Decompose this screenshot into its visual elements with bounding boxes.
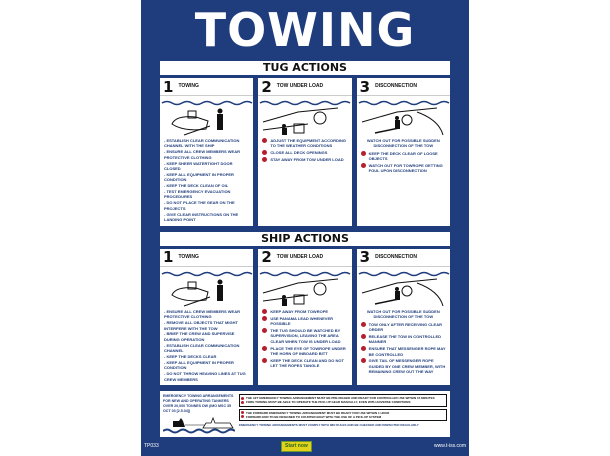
tug-panel-3 <box>357 78 450 226</box>
illustration-icon <box>160 267 253 307</box>
instruction-item: - KEEP THE DECK CLEAN OF OIL <box>164 183 229 189</box>
instruction-item: STAY AWAY FROM TOW UNDER LOAD <box>270 157 344 163</box>
bullet-icon <box>241 411 244 414</box>
instruction-item: - REMOVE ALL OBJECTS THAT MIGHT INTERFERE WITH THE TOW <box>164 320 238 331</box>
step-instructions <box>160 307 253 386</box>
instruction-item: - TEST EMERGENCY EVACUATION PROCEDURES <box>164 189 231 200</box>
instruction-item: WATCH OUT FOR TOWROPE GETTING FOUL UPON DISCONNECTION <box>368 163 443 174</box>
website: www.t-iss.com <box>434 442 466 449</box>
emergency-notes <box>239 394 447 426</box>
step-label: TOW UNDER LOAD <box>276 83 324 90</box>
step-label: DISCONNECTION <box>375 83 418 90</box>
step-instructions <box>357 136 450 178</box>
panel-header <box>258 78 351 96</box>
bullet-icon <box>361 322 366 327</box>
product-code: TP033 <box>144 442 159 449</box>
aft-notes <box>239 394 447 406</box>
ship-panel-1 <box>160 249 253 386</box>
panel-header <box>160 78 253 96</box>
step-instructions <box>160 136 253 226</box>
intro: WATCH OUT FOR POSSIBLE SUDDEN DISCONNECTION OF THE TOW <box>366 308 440 320</box>
tanker-tug-icon <box>163 416 235 434</box>
poster-footer <box>141 437 469 452</box>
illustration-icon <box>357 96 450 136</box>
bullet-icon <box>361 358 366 363</box>
illustration-icon <box>160 96 253 136</box>
step-illustration <box>160 96 253 136</box>
instruction-item: USE PANAMA LEAD WHENEVER POSSIBLE <box>270 315 333 327</box>
instruction-item: ENSURE THAT MESSENGER ROPE MAY BE CONTROLLED <box>368 346 446 357</box>
panel-header <box>258 249 351 267</box>
instruction-item: KEEP THE DECK CLEAR OF LOOSE OBJECTS <box>368 150 438 162</box>
instruction-item: - DO NOT THROW HEAVING LINES AT TUG CREW MEMBERS <box>164 371 246 382</box>
instruction-item: ADJUST THE EQUIPMENT ACCORDING TO THE WEATHER CONDITIONS <box>270 138 346 149</box>
instruction-item: THE TUG SHOULD BE WATCHED BY SUPERVISION, LEAVING THE AREA CLEAR WHEN TOW IS UNDER LOAD <box>270 328 341 344</box>
step-number: 2 <box>261 248 272 267</box>
bullet-icon <box>361 334 366 339</box>
intro: WATCH OUT FOR POSSIBLE SUDDEN DISCONNECTION OF THE TOW <box>366 138 440 149</box>
instruction-item: RELEASE THE TOW IN CONTROLLED MANNER <box>368 333 442 345</box>
step-number: 2 <box>261 77 272 96</box>
step-label: DISCONNECTION <box>375 253 418 260</box>
bullet-icon <box>241 397 244 400</box>
panel-header <box>357 249 450 267</box>
panel-header <box>160 249 253 267</box>
instruction-item: - KEEP ALL EQUIPMENT IN PROPER CONDITION <box>164 359 234 371</box>
fore-notes <box>239 409 447 421</box>
bullet-icon <box>262 346 267 351</box>
ship-panel-2 <box>258 249 351 386</box>
ship-actions-row <box>160 249 450 386</box>
instruction-item: - KEEP THE DECKS CLEAR <box>164 353 217 359</box>
step-number: 1 <box>163 77 174 96</box>
step-number: 1 <box>163 248 174 267</box>
instruction-item: - ENSURE ALL CREW MEMBERS WEAR PROTECTIVE CLOTHING <box>164 308 240 320</box>
step-number: 3 <box>359 248 371 267</box>
step-number: 3 <box>359 77 371 96</box>
instruction-item: - KEEP SHEER WATERTIGHT DOOR CLOSED <box>164 160 233 171</box>
instruction-item: CLOSE ALL DECK OPENINGS <box>270 150 328 156</box>
bullet-icon <box>262 309 267 314</box>
note: THE AFT EMERGENCY TOWING ARRANGEMENT MUST BE PRE-RIGGED AND READY FOR CONTROLLED USE WITHIN 15 MINUTES <box>246 396 435 401</box>
step-instructions <box>258 136 351 167</box>
step-label: TOWING <box>178 83 199 90</box>
step-illustration <box>357 267 450 307</box>
instruction-item: - ESTABLISH CLEAR COMMUNICATION CHANNEL <box>164 342 240 354</box>
instruction-item: TOW ONLY AFTER RECEIVING CLEAR ORDER <box>368 321 442 333</box>
emergency-title: EMERGENCY TOWING ARRANGEMENTS FOR NEW AND OPERATING TANKERS OVER 20,000 TONNES DW (IMO MSC 35 OCT 03 [2.5.04]) <box>163 394 234 413</box>
tug-panel-2 <box>258 78 351 226</box>
instruction-item: - ESTABLISH CLEAR COMMUNICATION CHANNEL WITH THE SHIP <box>164 138 240 149</box>
instruction-item: - ENSURE ALL CREW MEMBERS WEAR PROTECTIVE CLOTHING <box>164 149 240 160</box>
illustration-icon <box>357 267 450 307</box>
step-illustration <box>258 96 351 136</box>
bullet-icon <box>241 401 244 404</box>
step-instructions <box>357 307 450 379</box>
bullet-icon <box>241 415 244 418</box>
note: FORE TOWING MUST BE ABLE TO OPERATE THE PICK-UP GEAR MANUALLY, EVEN WITH ADVERSE CONDITIONS <box>246 400 411 405</box>
step-illustration <box>160 267 253 307</box>
illustration-icon <box>258 267 351 307</box>
ship-actions-header: SHIP ACTIONS <box>160 232 450 246</box>
step-illustration <box>357 96 450 136</box>
step-label: TOWING <box>178 253 199 260</box>
towing-poster <box>141 0 469 456</box>
instruction-item: - GIVE CLEAR INSTRUCTIONS ON THE LANDING POINT <box>164 211 239 222</box>
step-label: TOW UNDER LOAD <box>276 253 324 260</box>
step-instructions <box>258 307 351 373</box>
illustration-icon <box>258 96 351 136</box>
note: FORWARD END TO BE DESIGNED TO COUNTER BOAT WITH THE USE OF A PICK-UP SYSTEM <box>246 414 382 419</box>
badge: Start now <box>281 441 312 452</box>
panel-header <box>357 78 450 96</box>
note: THE FORWARD EMERGENCY TOWING ARRANGEMENT MUST BE READY FOR USE WITHIN 1 HOUR <box>246 410 390 415</box>
bullet-icon <box>262 150 267 155</box>
bullet-icon <box>361 151 366 156</box>
instruction-item: KEEP AWAY FROM TOWROPE <box>270 308 329 314</box>
bullet-icon <box>361 163 366 168</box>
ship-panel-3 <box>357 249 450 386</box>
instruction-item: PLACE THE EYE OF TOWROPE UNDER THE HORN OF INBOARD BITT <box>270 345 346 357</box>
bullet-icon <box>262 157 267 162</box>
bullet-icon <box>262 138 267 143</box>
step-illustration <box>258 267 351 307</box>
poster-title: TOWING <box>194 3 416 57</box>
instruction-item: - DO NOT PLACE THE GEAR ON THE PROJECTS <box>164 200 235 211</box>
bullet-icon <box>262 358 267 363</box>
bullet-icon <box>262 328 267 333</box>
instruction-item: GIVE TAIL OF MESSENGER ROPE GUIDED BY ONE CREW MEMBER, WITH REMAINING CREW OUT THE WAY <box>368 358 446 375</box>
tug-actions-row <box>160 78 450 226</box>
instruction-item: KEEP THE DECK CLEAN AND DO NOT LET THE ROPES TANGLE <box>270 357 344 369</box>
instruction-item: - KEEP ALL EQUIPMENT IN PROPER CONDITION <box>164 171 234 183</box>
emergency-towing-box <box>160 391 450 436</box>
emergency-footnote: EMERGENCY TOWING ARRANGEMENTS MUST COMPLY WITH IMO RULES AND BE CHECKED AND INSPECTED REGULARLY <box>239 422 419 427</box>
bullet-icon <box>361 346 366 351</box>
bullet-icon <box>262 316 267 321</box>
instruction-item: - BRIEF THE CREW AND SUPERVISE DURING OPERATION <box>164 331 235 342</box>
tug-actions-header: TUG ACTIONS <box>160 61 450 75</box>
tug-panel-1 <box>160 78 253 226</box>
